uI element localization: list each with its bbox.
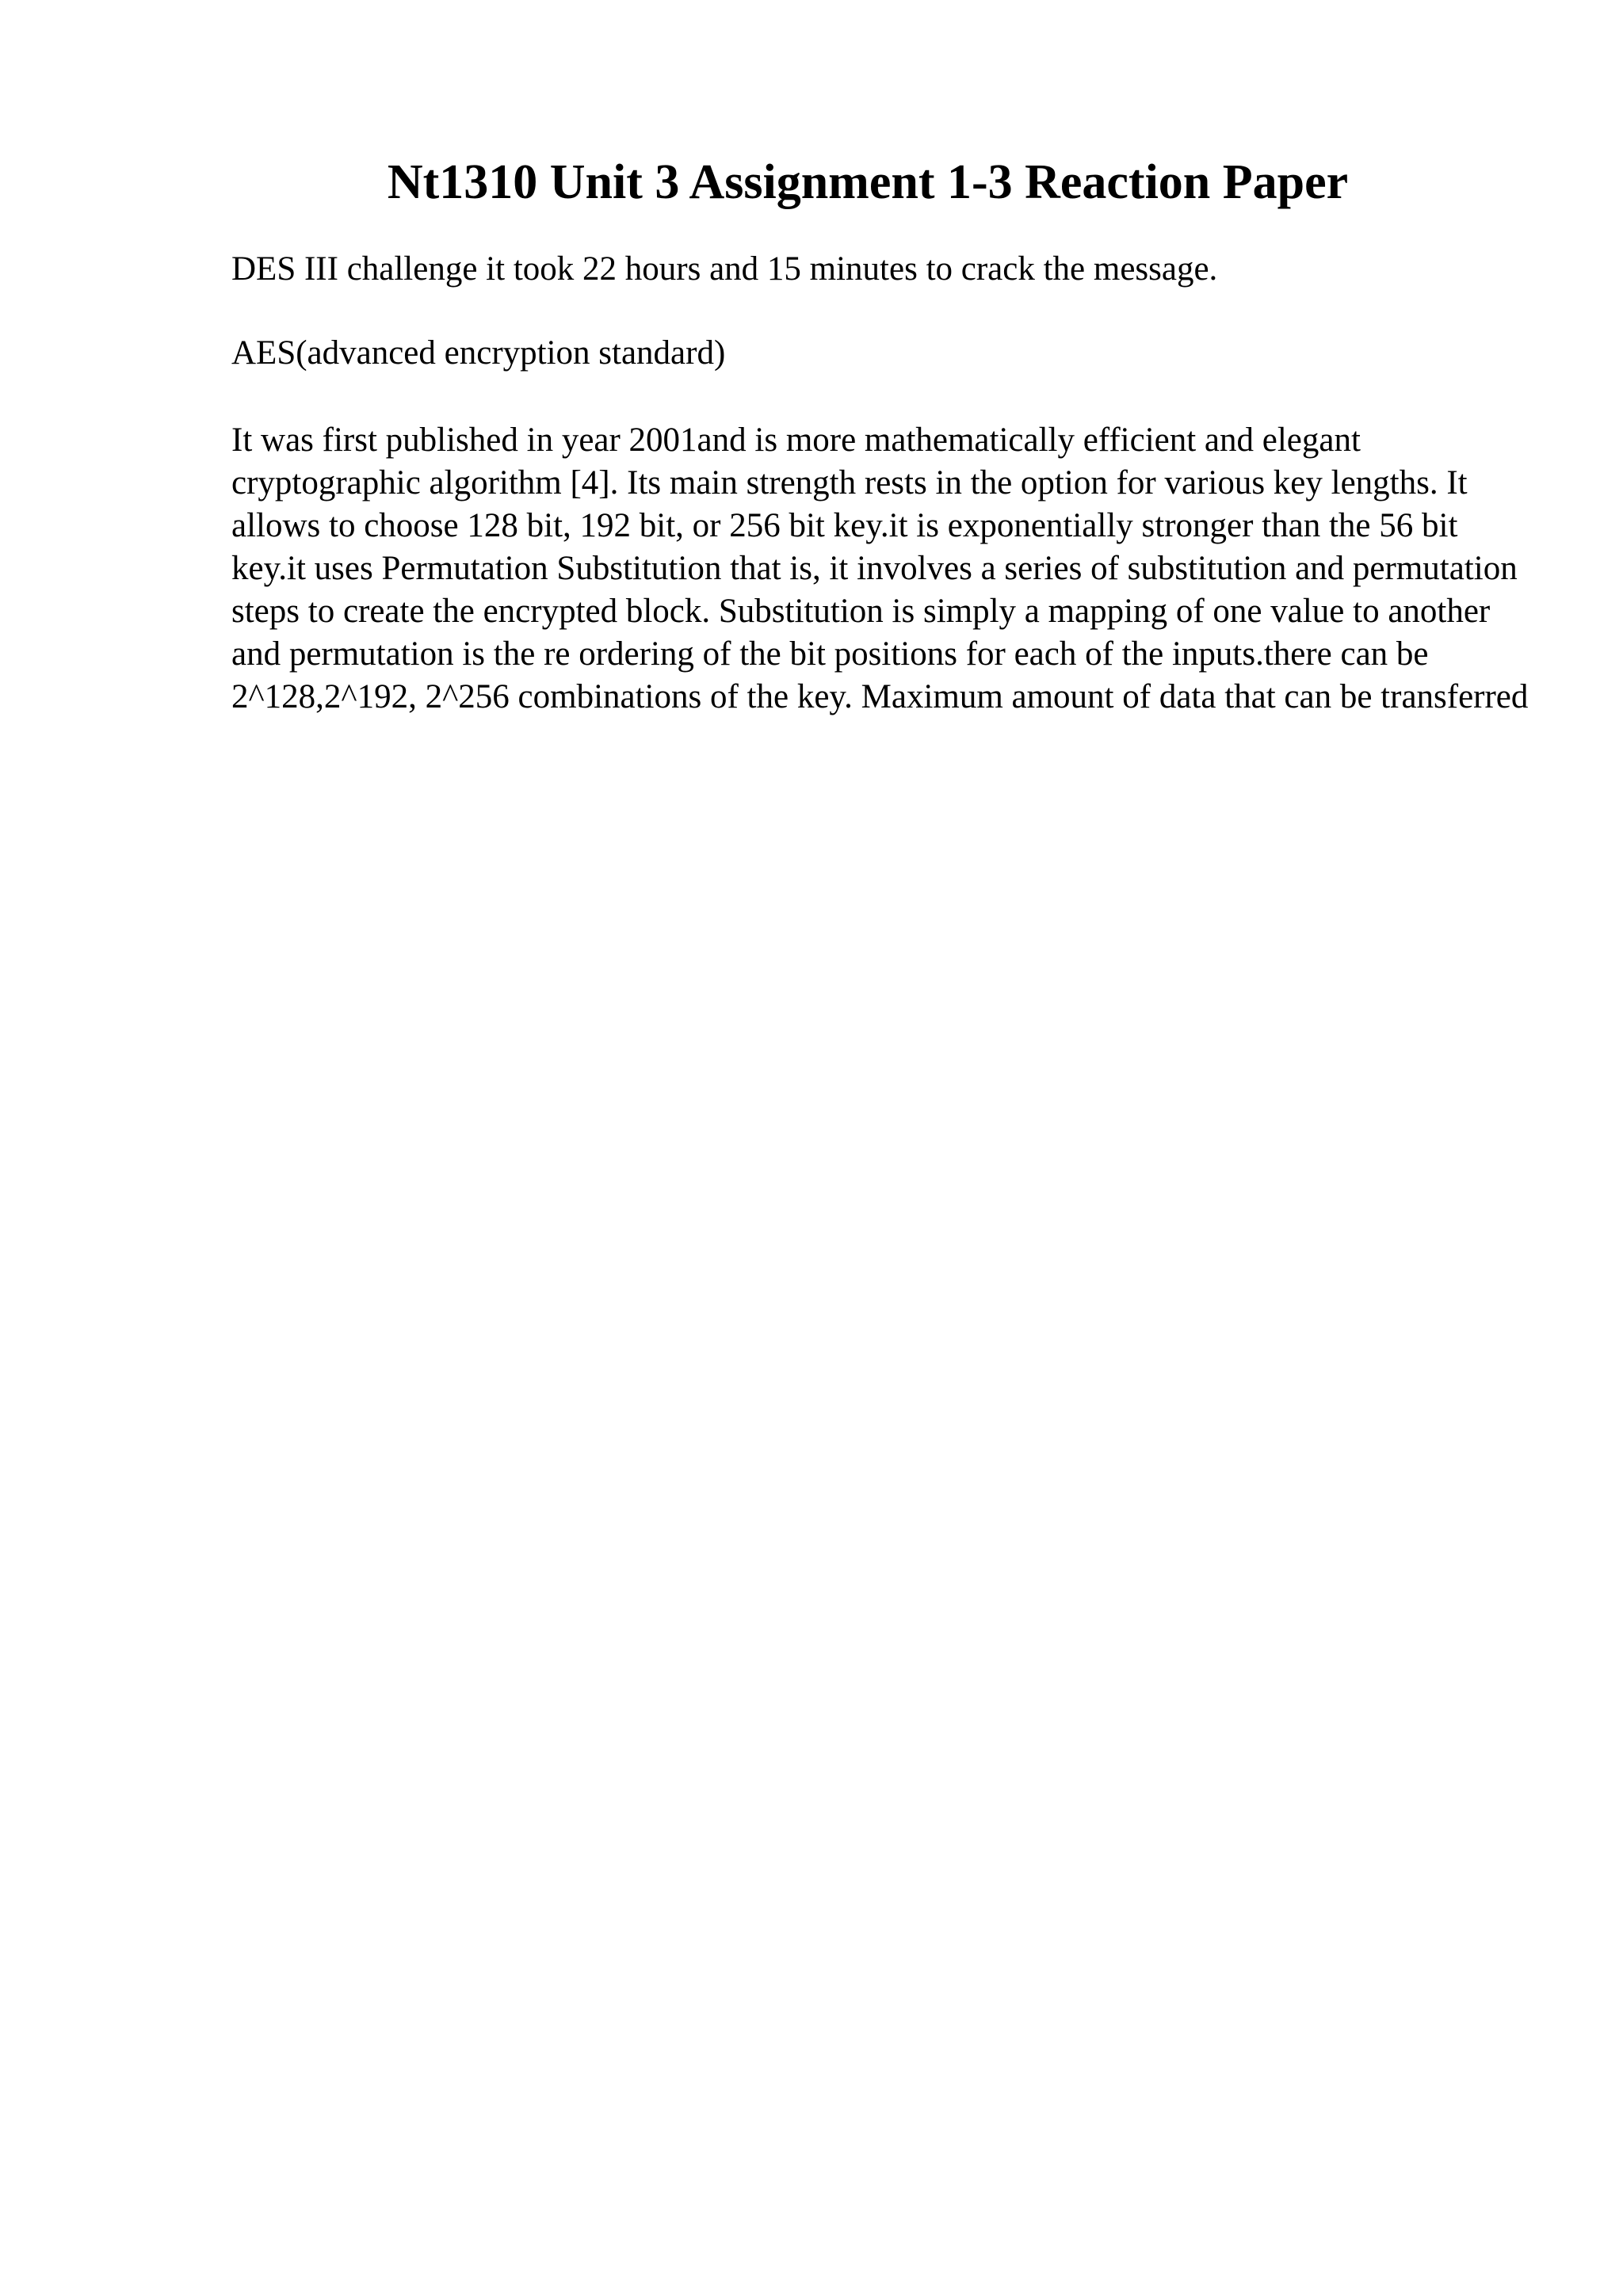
paragraph-des-challenge: DES III challenge it took 22 hours and 15 minutes to crack the message. [231, 250, 1218, 288]
paragraph-aes-description: It was first published in year 2001and is more mathematically efficient and elegant cryptographic algorithm [4]. Its main strength rests in the option for various key lengths. It allows to choose 128 bit, 192 bit, or 256 bit key.it is exponentially stronger than the 56 bit key.it uses Permutation Substitution that is, it involves a series of substitution and permutation steps to create the encrypted block. Substitution is simply a mapping of one value to another and permutation is the re ordering of the bit positions for each of the inputs.there can be 2^128,2^192, 2^256 combinations of the key. Maximum amount of data that can be transferred [231, 421, 1529, 715]
page-title: Nt1310 Unit 3 Assignment 1-3 Reaction Paper [387, 155, 1349, 209]
paragraph-aes-heading: AES(advanced encryption standard) [231, 334, 726, 372]
